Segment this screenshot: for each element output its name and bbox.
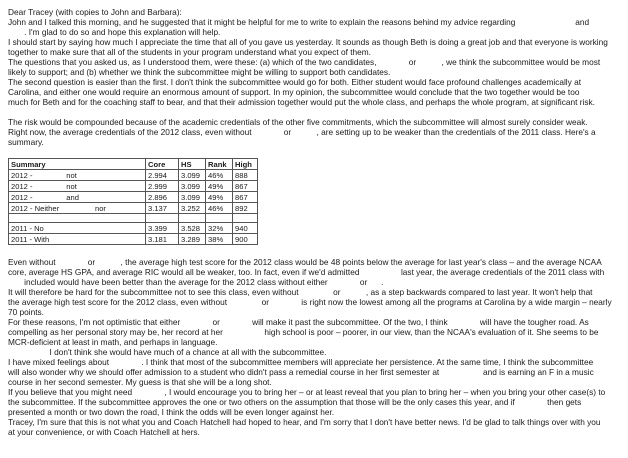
table-cell-core: 2.896 <box>146 192 179 203</box>
letter-line: 70 points. <box>8 307 44 317</box>
table-header-core: Core <box>146 159 179 170</box>
letter-line: Dear Tracey (with copies to John and Barbara): <box>8 7 182 17</box>
letter-line: included would have been better than the average for the 2012 class without either or . <box>8 277 384 287</box>
table-row <box>9 234 258 245</box>
letter-line: at your convenience, or with Coach Hatchell at hers. <box>8 427 200 437</box>
table-row <box>9 192 258 203</box>
letter-line: Even without or , the average high test score for the 2012 class would be 48 points below the average for last year's class – and the average NCAA <box>8 257 602 267</box>
table-cell-label: 2011 - With <box>9 234 146 245</box>
letter-line: The second question is easier than the first. I don't think the subcommittee would go for both. Either student would face profound challenges academically at <box>8 77 582 87</box>
table-cell-label: 2011 - No <box>9 223 146 234</box>
table-cell-rank: 49% <box>206 181 233 192</box>
letter-line: likely to support; and (b) whether we think the subcommittee might be willing to support both candidates. <box>8 67 391 77</box>
letter-line: The risk would be compounded because of the academic credentials of the other five commitments, which the subcommittee will almost surely consider weak. <box>8 117 588 127</box>
letter-line: core, average HS GPA, and average RIC would all be weaker, too. In fact, even if we'd admitted last year, the average credentials of the 2011 class with <box>8 267 605 277</box>
letter-line: I have mixed feelings about . I think that most of the subcommittee members will appreciate her persistence. At the same time, I think the subcommittee <box>8 357 594 367</box>
table-cell-high <box>233 214 258 223</box>
letter-line: Tracey, I'm sure that this is not what you and Coach Hatchell had hoped to hear, and I'm sorry that I don't have better news. I'd be glad to talk things over with you <box>8 417 601 427</box>
table-cell-rank: 38% <box>206 234 233 245</box>
table-header-summary: Summary <box>9 159 146 170</box>
table-cell-hs: 3.099 <box>179 170 206 181</box>
table-header-rank: Rank <box>206 159 233 170</box>
table-header-high: High <box>233 159 258 170</box>
table-row <box>9 223 258 234</box>
table-cell-label <box>9 214 146 223</box>
table-cell-high: 867 <box>233 192 258 203</box>
table-cell-core: 3.399 <box>146 223 179 234</box>
table-cell-hs <box>179 214 206 223</box>
letter-line: If you believe that you might need , I would encourage you to bring her – or at least reveal that you plan to bring her – when you bring your other case(s) to <box>8 387 606 397</box>
table-cell-rank: 46% <box>206 203 233 214</box>
letter-line: I should start by saying how much I appreciate the time that all of you gave us yesterday. It sounds as though Beth is doing a great job and that everyone is working <box>8 37 608 47</box>
table-row <box>9 203 258 214</box>
table-cell-hs: 3.289 <box>179 234 206 245</box>
letter-line: presented a month or two down the road, I think the odds will be even longer against her. <box>8 407 335 417</box>
table-cell-high: 892 <box>233 203 258 214</box>
table-cell-label: 2012 - not <box>9 181 146 192</box>
table-cell-core <box>146 214 179 223</box>
table-cell-high: 867 <box>233 181 258 192</box>
letter-line: . I'm glad to do so and hope this explanation will help. <box>8 27 221 37</box>
letter-line: much for Beth and for the coaching staff to bear, and that their admission together would put the whole class, and perhaps the whole program, at significant risk. <box>8 97 595 107</box>
table-cell-rank: 46% <box>206 170 233 181</box>
letter-line: compelling as her personal story may be, her record at her high school is poor – poorer, in our view, than the NCAA's evaluation of it. She seems to be <box>8 327 599 337</box>
table-cell-core: 3.181 <box>146 234 179 245</box>
table-cell-hs: 3.528 <box>179 223 206 234</box>
table-cell-hs: 3.252 <box>179 203 206 214</box>
table-header-row <box>9 159 258 170</box>
table-cell-high: 940 <box>233 223 258 234</box>
letter-line: For these reasons, I'm not optimistic that either or will make it past the subcommittee. Of the two, I think will have the tougher road. As <box>8 317 589 327</box>
table-cell-label: 2012 - and <box>9 192 146 203</box>
letter-line: summary. <box>8 137 44 147</box>
table-cell-core: 2.994 <box>146 170 179 181</box>
table-cell-rank <box>206 214 233 223</box>
table-cell-high: 900 <box>233 234 258 245</box>
table-row <box>9 170 258 181</box>
letter-line: It will therefore be hard for the subcommittee not to see this class, even without or , as a step backwards compared to last year. It won't help that <box>8 287 593 297</box>
letter-line: I don't think she would have much of a chance at all with the subcommittee. <box>8 347 327 357</box>
letter-line: course in her second semester. My guess is that she will be a long shot. <box>8 377 272 387</box>
table-cell-core: 2.999 <box>146 181 179 192</box>
letter-line: The questions that you asked us, as I understood them, were these: (a) which of the two candidates, or , we think the subcommittee would be most <box>8 57 601 67</box>
letter-line: Right now, the average credentials of the 2012 class, even without or , are setting up to be weaker than the credentials of the 2011 class. Here's a <box>8 127 596 137</box>
table-cell-core: 3.137 <box>146 203 179 214</box>
letter-line: John and I talked this morning, and he suggested that it might be helpful for me to write to explain the reasons behind my advice regarding and <box>8 17 590 27</box>
letter-line: Carolina, and either one would require an enormous amount of support. In my opinion, the subcommittee would conclude that the two together would be too <box>8 87 580 97</box>
summary-table <box>8 158 258 245</box>
table-cell-label: 2012 - Neither nor <box>9 203 146 214</box>
letter-line: will also wonder why we should offer admission to a student who didn't pass a remedial course in her first semester at and is earning an F in a music <box>8 367 594 377</box>
table-row-blank <box>9 214 258 223</box>
table-header-hs: HS <box>179 159 206 170</box>
table-cell-rank: 49% <box>206 192 233 203</box>
letter-line: the subcommittee. If the subcommittee approves the one or two others on the assumption that those will be the only cases this year, and if then gets <box>8 397 582 407</box>
letter-line: the average high test score for the 2012 class, even without or is right now the lowest among all the programs at Carolina by a wide margin – nearly <box>8 297 612 307</box>
table-row <box>9 181 258 192</box>
table-cell-label: 2012 - not <box>9 170 146 181</box>
letter-line: MCR-deficient at least in math, and perhaps in language. <box>8 337 218 347</box>
letter-line: together to make sure that all of the students in your program understand what you expect of them. <box>8 47 371 57</box>
table-cell-hs: 3.099 <box>179 181 206 192</box>
table-cell-rank: 32% <box>206 223 233 234</box>
table-cell-hs: 3.099 <box>179 192 206 203</box>
table-cell-high: 888 <box>233 170 258 181</box>
